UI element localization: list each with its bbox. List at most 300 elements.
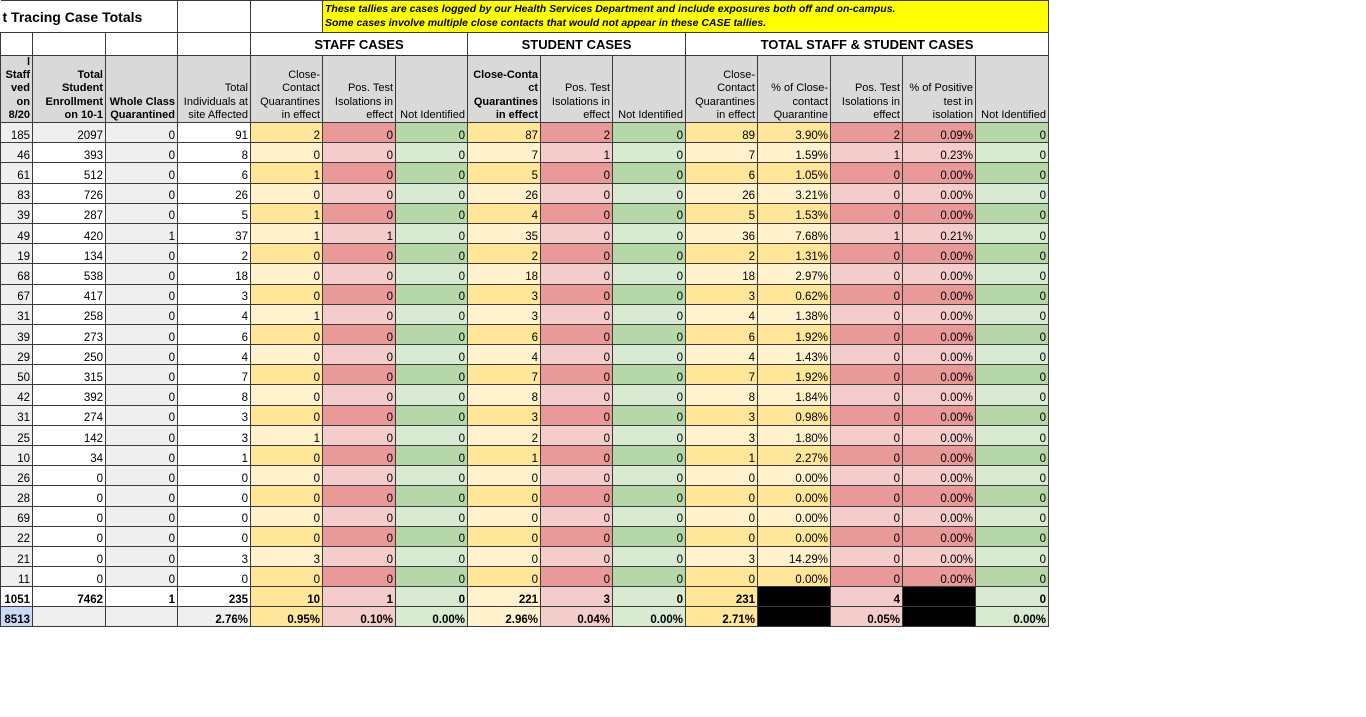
- percent-cell: 0.10%: [323, 607, 396, 627]
- table-cell: 0: [541, 567, 613, 587]
- table-cell: 1.53%: [758, 203, 831, 223]
- table-cell: 0: [976, 466, 1049, 486]
- table-cell: 274: [33, 405, 106, 425]
- table-cell: 0: [323, 526, 396, 546]
- table-cell: 0: [251, 506, 323, 526]
- table-cell: 0.00%: [758, 526, 831, 546]
- table-cell: 0: [396, 446, 468, 466]
- column-header-row: [1, 56, 1049, 123]
- table-cell: 3: [178, 284, 251, 304]
- table-cell: 0: [976, 405, 1049, 425]
- table-cell: 0.00%: [758, 506, 831, 526]
- table-cell: 26: [468, 183, 541, 203]
- table-cell: 0: [831, 466, 903, 486]
- table-cell: 0: [976, 304, 1049, 324]
- table-cell: 0: [613, 425, 686, 445]
- table-cell: 0: [541, 264, 613, 284]
- table-cell: 0: [613, 446, 686, 466]
- table-row: [1, 526, 1049, 546]
- table-cell: 0: [323, 546, 396, 566]
- table-cell: 1.43%: [758, 345, 831, 365]
- table-cell: 0: [396, 223, 468, 243]
- table-cell: 0: [251, 567, 323, 587]
- table-cell: 0: [251, 183, 323, 203]
- table-cell: 0: [541, 405, 613, 425]
- table-cell: 0: [178, 486, 251, 506]
- table-cell: 1: [251, 203, 323, 223]
- table-cell: 1: [106, 223, 178, 243]
- table-cell: 0: [831, 385, 903, 405]
- table-cell: 1: [251, 163, 323, 183]
- table-cell: 0: [831, 284, 903, 304]
- table-cell: 7: [468, 365, 541, 385]
- table-cell: 0: [106, 203, 178, 223]
- table-cell: 26: [178, 183, 251, 203]
- table-cell: 185: [1, 123, 33, 143]
- table-cell: 0: [396, 466, 468, 486]
- table-cell: 0: [33, 486, 106, 506]
- table-cell: 0.00%: [903, 203, 976, 223]
- table-cell: 0: [541, 425, 613, 445]
- table-cell: 0: [613, 526, 686, 546]
- table-cell: 49: [1, 223, 33, 243]
- table-cell: 7: [468, 143, 541, 163]
- table-cell: 0.00%: [903, 486, 976, 506]
- percent-cell: 0.00%: [976, 607, 1049, 627]
- table-cell: 0: [323, 365, 396, 385]
- table-cell: 0: [396, 506, 468, 526]
- percent-cell: 0.00%: [396, 607, 468, 627]
- table-cell: 1.31%: [758, 244, 831, 264]
- table-cell: 83: [1, 183, 33, 203]
- table-cell: 0: [106, 244, 178, 264]
- table-cell: 7: [686, 365, 758, 385]
- table-cell: 0: [831, 506, 903, 526]
- table-cell: 0: [541, 324, 613, 344]
- table-cell: 0.00%: [903, 345, 976, 365]
- table-cell: 0: [323, 203, 396, 223]
- table-cell: 420: [33, 223, 106, 243]
- table-cell: 26: [1, 466, 33, 486]
- table-cell: 4: [468, 345, 541, 365]
- table-row: [1, 264, 1049, 284]
- table-cell: 6: [686, 324, 758, 344]
- table-cell: 0.00%: [903, 183, 976, 203]
- table-cell: 0: [976, 244, 1049, 264]
- table-cell: 0.00%: [903, 264, 976, 284]
- table-cell: 0: [396, 203, 468, 223]
- table-row: [1, 143, 1049, 163]
- table-cell: 0: [831, 446, 903, 466]
- percent-row: [1, 607, 1049, 627]
- table-cell: 0: [323, 324, 396, 344]
- table-row: [1, 244, 1049, 264]
- column-header: Not Identified: [396, 56, 468, 123]
- table-cell: 0: [541, 284, 613, 304]
- table-cell: 0: [541, 446, 613, 466]
- table-cell: 0: [106, 446, 178, 466]
- table-cell: 0.00%: [903, 365, 976, 385]
- group-student-cases: STUDENT CASES: [468, 33, 686, 56]
- table-cell: 1.38%: [758, 304, 831, 324]
- table-cell: 0: [613, 244, 686, 264]
- table-cell: 0: [831, 405, 903, 425]
- table-cell: 3: [178, 546, 251, 566]
- table-cell: 0: [396, 123, 468, 143]
- table-cell: 89: [686, 123, 758, 143]
- table-cell: 5: [468, 163, 541, 183]
- table-cell: 0: [106, 304, 178, 324]
- table-cell: 315: [33, 365, 106, 385]
- table-cell: 0: [613, 123, 686, 143]
- totals-cell: [903, 587, 976, 607]
- tally-note: [323, 1, 1049, 33]
- table-cell: 3.21%: [758, 183, 831, 203]
- table-cell: 2: [468, 425, 541, 445]
- table-cell: 0: [686, 567, 758, 587]
- table-cell: 6: [178, 163, 251, 183]
- column-header: Not Identified: [976, 56, 1049, 123]
- table-cell: 0: [323, 567, 396, 587]
- table-cell: 0: [976, 264, 1049, 284]
- column-header: Total Individuals at site Affected: [178, 56, 251, 123]
- table-cell: 2: [541, 123, 613, 143]
- table-cell: 0: [251, 446, 323, 466]
- table-cell: 258: [33, 304, 106, 324]
- blank-cell: [251, 1, 323, 33]
- table-cell: 0: [976, 123, 1049, 143]
- table-cell: 36: [686, 223, 758, 243]
- table-cell: 28: [1, 486, 33, 506]
- table-cell: 0: [106, 365, 178, 385]
- table-cell: 0: [831, 365, 903, 385]
- table-cell: 2.97%: [758, 264, 831, 284]
- table-cell: 0: [106, 324, 178, 344]
- table-cell: 2.27%: [758, 446, 831, 466]
- table-cell: 0: [396, 183, 468, 203]
- table-cell: 14.29%: [758, 546, 831, 566]
- table-cell: 0: [106, 143, 178, 163]
- table-cell: 0.00%: [903, 163, 976, 183]
- table-cell: 0: [396, 486, 468, 506]
- table-cell: 3: [468, 304, 541, 324]
- table-cell: 7.68%: [758, 223, 831, 243]
- table-cell: 1: [831, 223, 903, 243]
- table-cell: 0: [831, 486, 903, 506]
- table-cell: 0: [323, 264, 396, 284]
- table-cell: 0: [323, 385, 396, 405]
- table-cell: 0: [396, 304, 468, 324]
- table-row: [1, 405, 1049, 425]
- table-cell: 0.00%: [903, 446, 976, 466]
- column-header: Whole Class Quarantined: [106, 56, 178, 123]
- table-cell: 0: [541, 223, 613, 243]
- table-cell: 0: [251, 526, 323, 546]
- title-row: [1, 1, 1049, 33]
- table-cell: 0: [251, 345, 323, 365]
- table-cell: 0: [396, 567, 468, 587]
- table-cell: 0: [396, 143, 468, 163]
- table-cell: 4: [686, 304, 758, 324]
- table-cell: 0: [976, 486, 1049, 506]
- table-cell: 0: [396, 425, 468, 445]
- table-cell: 0: [541, 183, 613, 203]
- table-cell: 0: [396, 385, 468, 405]
- table-cell: 0: [323, 123, 396, 143]
- table-cell: 0: [396, 264, 468, 284]
- table-cell: 91: [178, 123, 251, 143]
- blank-cell: [178, 33, 251, 56]
- table-cell: 0: [106, 123, 178, 143]
- table-cell: 3: [178, 405, 251, 425]
- table-cell: 69: [1, 506, 33, 526]
- table-row: [1, 385, 1049, 405]
- table-cell: 22: [1, 526, 33, 546]
- table-cell: 0: [323, 304, 396, 324]
- percent-cell: 8513: [1, 607, 33, 627]
- table-cell: 4: [686, 345, 758, 365]
- table-cell: 0: [613, 203, 686, 223]
- table-cell: 1.84%: [758, 385, 831, 405]
- table-cell: 0.00%: [903, 526, 976, 546]
- totals-cell: 7462: [33, 587, 106, 607]
- table-cell: 39: [1, 324, 33, 344]
- table-cell: 0: [323, 405, 396, 425]
- totals-cell: 0: [396, 587, 468, 607]
- table-row: [1, 425, 1049, 445]
- table-cell: 0: [613, 466, 686, 486]
- table-cell: 0: [251, 466, 323, 486]
- table-cell: 0: [323, 466, 396, 486]
- table-cell: 2: [251, 123, 323, 143]
- table-cell: 0: [686, 506, 758, 526]
- percent-cell: [33, 607, 106, 627]
- column-header: Pos. Test Isolations in effect: [541, 56, 613, 123]
- table-cell: 0: [831, 163, 903, 183]
- table-cell: 3: [686, 425, 758, 445]
- table-row: [1, 123, 1049, 143]
- table-cell: 2097: [33, 123, 106, 143]
- table-cell: 0: [976, 425, 1049, 445]
- table-cell: 0: [686, 526, 758, 546]
- table-cell: 6: [468, 324, 541, 344]
- table-cell: 0: [33, 506, 106, 526]
- table-cell: 8: [178, 385, 251, 405]
- table-cell: 0.00%: [758, 486, 831, 506]
- percent-cell: [106, 607, 178, 627]
- table-cell: 0: [613, 264, 686, 284]
- table-cell: 0: [396, 324, 468, 344]
- table-cell: 0: [323, 183, 396, 203]
- table-cell: 417: [33, 284, 106, 304]
- totals-cell: 235: [178, 587, 251, 607]
- table-cell: 0: [976, 143, 1049, 163]
- table-cell: 1.92%: [758, 365, 831, 385]
- table-cell: 250: [33, 345, 106, 365]
- table-cell: 0: [468, 546, 541, 566]
- table-cell: 1: [323, 223, 396, 243]
- table-cell: 0: [831, 244, 903, 264]
- table-cell: 726: [33, 183, 106, 203]
- totals-cell: 0: [613, 587, 686, 607]
- table-cell: 0: [396, 284, 468, 304]
- table-cell: 0: [686, 486, 758, 506]
- table-cell: 1: [468, 446, 541, 466]
- table-row: [1, 486, 1049, 506]
- table-cell: 0: [106, 345, 178, 365]
- table-row: [1, 223, 1049, 243]
- table-cell: 0: [613, 365, 686, 385]
- table-row: [1, 446, 1049, 466]
- table-cell: 1: [686, 446, 758, 466]
- table-cell: 3: [468, 284, 541, 304]
- table-cell: 0: [178, 567, 251, 587]
- table-cell: 61: [1, 163, 33, 183]
- table-cell: 538: [33, 264, 106, 284]
- column-header: Pos. Test Isolations in effect: [831, 56, 903, 123]
- table-cell: 0.00%: [758, 567, 831, 587]
- table-cell: 0: [106, 546, 178, 566]
- totals-cell: 4: [831, 587, 903, 607]
- table-cell: 0: [323, 284, 396, 304]
- table-cell: 0: [831, 324, 903, 344]
- group-staff-cases: STAFF CASES: [251, 33, 468, 56]
- table-cell: 18: [468, 264, 541, 284]
- table-cell: 0: [831, 425, 903, 445]
- table-cell: 0: [468, 567, 541, 587]
- table-cell: 25: [1, 425, 33, 445]
- table-cell: 0.23%: [903, 143, 976, 163]
- table-cell: 0: [831, 526, 903, 546]
- blank-cell: [33, 33, 106, 56]
- table-cell: 0: [613, 506, 686, 526]
- totals-cell: 221: [468, 587, 541, 607]
- table-cell: 0: [106, 405, 178, 425]
- table-cell: 5: [686, 203, 758, 223]
- table-cell: 0: [831, 546, 903, 566]
- table-row: [1, 203, 1049, 223]
- table-cell: 0: [976, 526, 1049, 546]
- column-header: Pos. Test Isolations in effect: [323, 56, 396, 123]
- table-cell: 0: [686, 466, 758, 486]
- table-cell: 0: [106, 284, 178, 304]
- table-cell: 0.00%: [903, 466, 976, 486]
- table-cell: 0: [323, 244, 396, 264]
- totals-cell: 1: [323, 587, 396, 607]
- table-cell: 68: [1, 264, 33, 284]
- table-cell: 0: [33, 466, 106, 486]
- table-cell: 0.00%: [903, 324, 976, 344]
- table-cell: 35: [468, 223, 541, 243]
- table-cell: 0: [976, 324, 1049, 344]
- table-row: [1, 345, 1049, 365]
- table-cell: 0: [106, 506, 178, 526]
- table-cell: 0: [33, 546, 106, 566]
- table-cell: 0: [541, 506, 613, 526]
- table-cell: 0: [976, 345, 1049, 365]
- totals-cell: 1051: [1, 587, 33, 607]
- table-cell: 142: [33, 425, 106, 445]
- table-cell: 8: [686, 385, 758, 405]
- table-cell: 19: [1, 244, 33, 264]
- table-cell: 0: [396, 244, 468, 264]
- table-cell: 0: [396, 405, 468, 425]
- percent-cell: [758, 607, 831, 627]
- blank-cell: [106, 33, 178, 56]
- table-cell: 0: [976, 163, 1049, 183]
- table-cell: 1: [541, 143, 613, 163]
- table-cell: 0: [251, 385, 323, 405]
- table-cell: 1: [251, 425, 323, 445]
- table-cell: 0: [106, 526, 178, 546]
- table-cell: 0.00%: [758, 466, 831, 486]
- table-row: [1, 324, 1049, 344]
- table-cell: 29: [1, 345, 33, 365]
- column-header: % of Close-contact Quarantine: [758, 56, 831, 123]
- table-row: [1, 163, 1049, 183]
- table-cell: 87: [468, 123, 541, 143]
- table-row: [1, 506, 1049, 526]
- table-cell: 10: [1, 446, 33, 466]
- table-cell: 0: [33, 567, 106, 587]
- table-cell: 0: [33, 526, 106, 546]
- table-cell: 0.00%: [903, 244, 976, 264]
- table-cell: 0: [323, 506, 396, 526]
- table-cell: 39: [1, 203, 33, 223]
- table-cell: 0.00%: [903, 385, 976, 405]
- totals-cell: 231: [686, 587, 758, 607]
- table-cell: 0: [976, 365, 1049, 385]
- table-cell: 0: [976, 284, 1049, 304]
- table-cell: 50: [1, 365, 33, 385]
- table-cell: 0: [396, 163, 468, 183]
- table-cell: 0: [251, 324, 323, 344]
- table-cell: 0: [468, 506, 541, 526]
- table-cell: 1: [251, 304, 323, 324]
- table-row: [1, 304, 1049, 324]
- table-cell: 0: [251, 244, 323, 264]
- table-cell: 0: [251, 143, 323, 163]
- table-cell: 287: [33, 203, 106, 223]
- blank-cell: [1, 33, 33, 56]
- totals-cell: 1: [106, 587, 178, 607]
- table-cell: 0: [106, 425, 178, 445]
- percent-cell: 0.04%: [541, 607, 613, 627]
- table-cell: 8: [178, 143, 251, 163]
- table-cell: 2: [178, 244, 251, 264]
- table-row: [1, 183, 1049, 203]
- table-cell: 0: [541, 365, 613, 385]
- table-cell: 0: [613, 284, 686, 304]
- table-cell: 0: [613, 163, 686, 183]
- table-cell: 0: [541, 163, 613, 183]
- table-cell: 1.05%: [758, 163, 831, 183]
- table-cell: 3: [468, 405, 541, 425]
- table-cell: 0: [976, 506, 1049, 526]
- table-cell: 2: [831, 123, 903, 143]
- table-cell: 31: [1, 304, 33, 324]
- table-cell: 0.00%: [903, 405, 976, 425]
- totals-cell: 10: [251, 587, 323, 607]
- table-cell: 512: [33, 163, 106, 183]
- table-cell: 0.00%: [903, 304, 976, 324]
- totals-cell: 0: [976, 587, 1049, 607]
- column-header: % of Positive test in isolation: [903, 56, 976, 123]
- table-cell: 0: [831, 345, 903, 365]
- table-cell: 4: [468, 203, 541, 223]
- table-cell: 0: [106, 567, 178, 587]
- table-cell: 0: [468, 526, 541, 546]
